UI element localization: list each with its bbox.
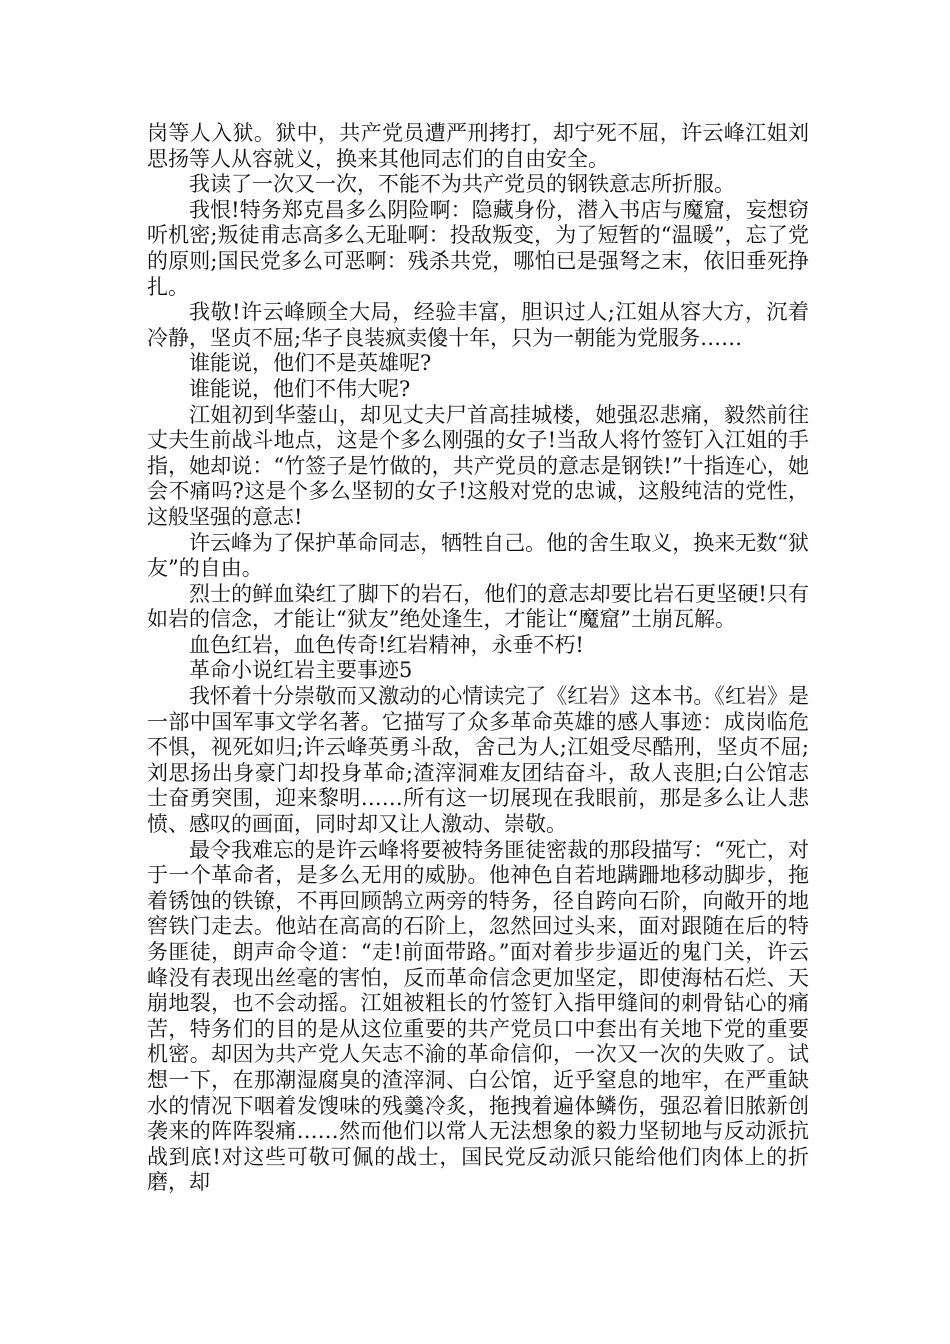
paragraph: 我敬!许云峰顾全大局，经验丰富，胆识过人;江姐从容大方，沉着冷静，坚贞不屈;华子良装疯卖傻十年，只为一朝能为党服务……: [147, 300, 809, 350]
paragraph: 血色红岩，血色传奇!红岩精神，永垂不朽!: [189, 632, 584, 657]
paragraph: 我读了一次又一次，不能不为共产党员的钢铁意志所折服。: [189, 172, 735, 197]
paragraph: 我怀着十分崇敬而又激动的心情读完了《红岩》这本书。《红岩》是一部中国军事文学名著。它描写了众多革命英雄的感人事迹：成岗临危不惧，视死如归;许云峰英勇斗敌，舍己为人;江姐受尽酷刑，坚贞不屈;刘思扬出身豪门却投身革命;渣滓洞难友团结奋斗，敌人丧胆;白公馆志士奋勇突围，迎来黎明……所有这一切展现在我眼前，那是多么让人悲愤、感叹的画面，同时却又让人激动、崇敬。: [147, 684, 809, 837]
paragraph: 我恨!特务郑克昌多么阴险啊：隐藏身份，潜入书店与魔窟，妄想窃听机密;叛徒甫志高多么无耻啊：投敌叛变，为了短暂的“温暖”，忘了党的原则;国民党多么可恶啊：残杀共党，哪怕已是强弩之末，依旧垂死挣扎。: [147, 197, 809, 299]
paragraph: 许云峰为了保护革命同志，牺牲自己。他的舍生取义，换来无数“狱友”的自由。: [147, 530, 809, 581]
section-heading: 革命小说红岩主要事迹5: [189, 658, 413, 683]
paragraph: 最令我难忘的是许云峰将要被特务匪徒密裁的那段描写：“死亡，对于一个革命者，是多么无用的威胁。他神色自若地蹒跚地移动脚步，拖着锈蚀的铁镣，不再回顾鹄立两旁的特务，径自跨向石阶，向敞开的地窖铁门走去。他站在高高的石阶上，忽然回过头来，面对跟随在后的特务匪徒，朗声命令道：“走!前面带路。”面对着步步逼近的鬼门关，许云峰没有表现出丝毫的害怕，反而革命信念更加坚定，即使海枯石烂、天崩地裂，也不会动摇。江姐被粗长的竹签钉入指甲缝间的刺骨钻心的痛苦，特务们的目的是从这位重要的共产党员口中套出有关地下党的重要机密。却因为共产党人矢志不渝的革命信仰，一次又一次的失败了。试想一下，在那潮湿腐臭的渣滓洞、白公馆，近乎窒息的地牢，在严重缺水的情况下咽着发馊味的残羹冷炙，拖拽着遍体鳞伤，强忍着旧脓新创袭来的阵阵裂痛……然而他们以常人无法想象的毅力坚韧地与反动派抗战到底!对这些可敬可佩的战士，国民党反动派只能给他们肉体上的折磨，却: [147, 837, 809, 1195]
paragraph: 烈士的鲜血染红了脚下的岩石，他们的意志却要比岩石更坚硬!只有如岩的信念，才能让“狱友”绝处逢生，才能让“魔窟”土崩瓦解。: [147, 581, 809, 632]
paragraph: 谁能说，他们不是英雄呢?: [189, 351, 432, 376]
paragraph-continuation: 岗等人入狱。狱中，共产党员遭严刑拷打，却宁死不屈，许云峰江姐刘思扬等人从容就义，换来其他同志们的自由安全。: [147, 121, 809, 171]
document-body: [147, 121, 809, 1196]
paragraph: 江姐初到华蓥山，却见丈夫尸首高挂城楼，她强忍悲痛，毅然前往丈夫生前战斗地点，这是个多么刚强的女子!当敌人将竹签钉入江姐的手指，她却说：“竹签子是竹做的，共产党员的意志是钢铁!”十指连心，她会不痛吗?这是个多么坚韧的女子!这般对党的忠诚，这般纯洁的党性，这般坚强的意志!: [147, 402, 809, 529]
paragraph: 谁能说，他们不伟大呢?: [189, 376, 411, 401]
